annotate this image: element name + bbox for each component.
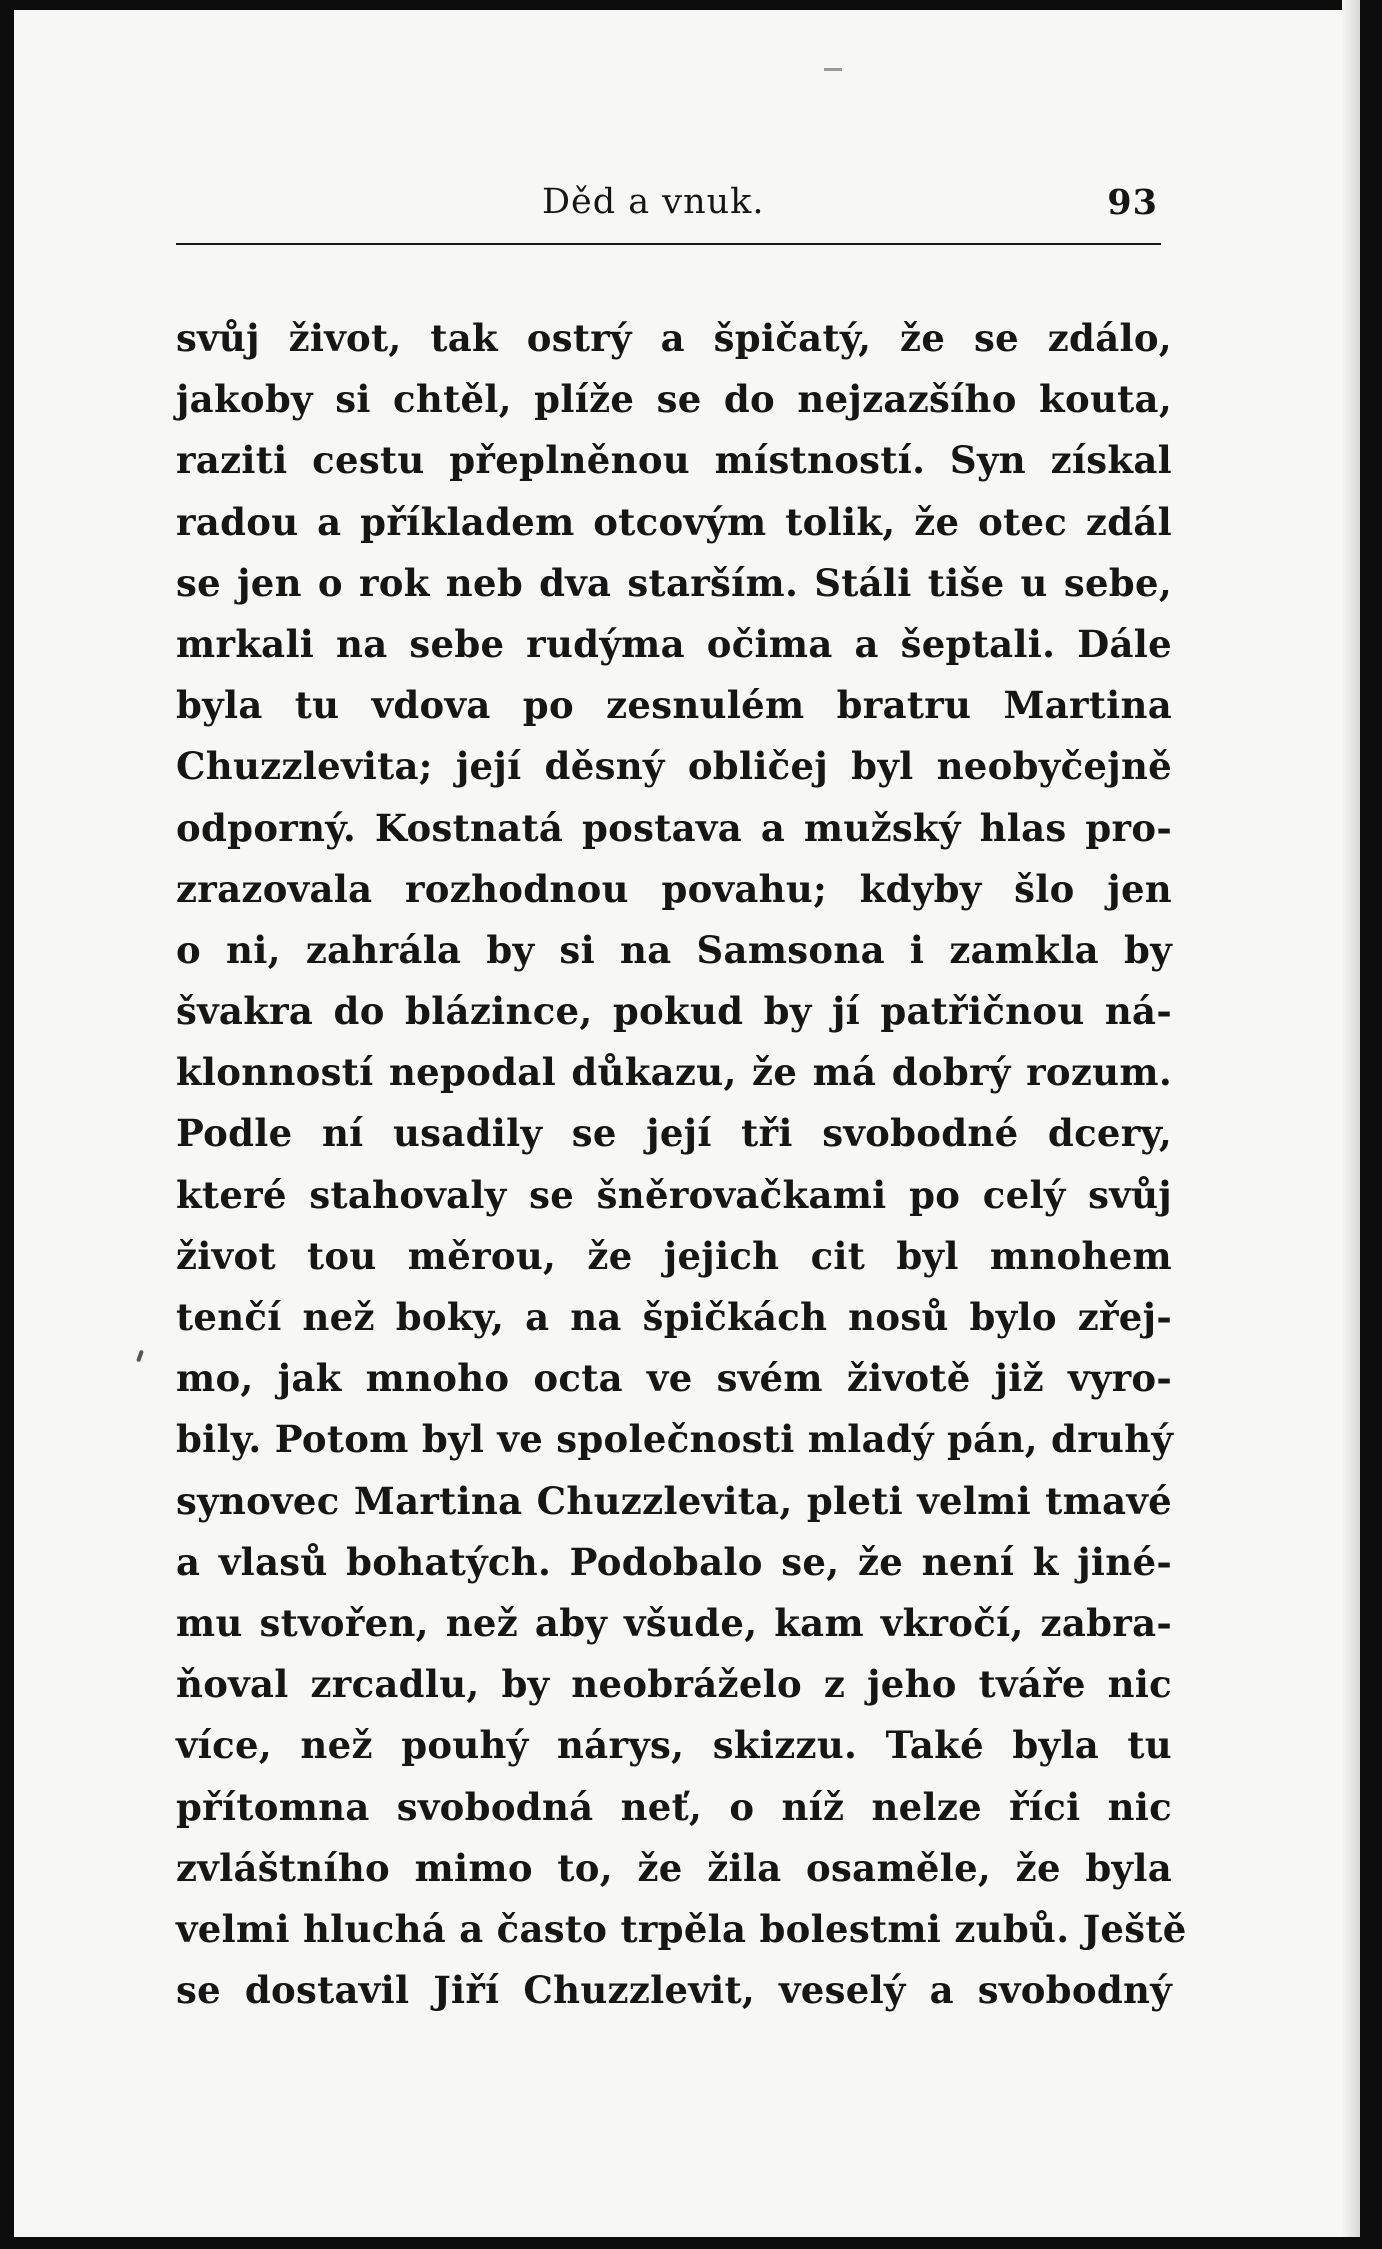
text-line: mrkali na sebe rudýma očima a šeptali. Dále: [176, 621, 1172, 666]
text-line: a vlasů bohatých. Podobalo se, že není k jiné-: [176, 1539, 1172, 1584]
margin-mark: [136, 1350, 144, 1363]
scan-border-bottom: [0, 2237, 1382, 2249]
text-line: mo, jak mnoho octa ve svém životě již vyro-: [176, 1356, 1172, 1401]
page-number: 93: [1107, 182, 1158, 223]
text-line: více, než pouhý nárys, skizzu. Také byla tu: [176, 1723, 1172, 1768]
text-line: radou a příkladem otcovým tolik, že otec zdál: [176, 499, 1172, 544]
text-line: zvláštního mimo to, že žila osaměle, že byla: [176, 1845, 1172, 1890]
scan-border-left: [0, 0, 14, 2249]
text-line: Chuzzlevita; její děsný obličej byl neobyčejně: [176, 744, 1172, 789]
text-line: které stahovaly se šněrovačkami po celý svůj: [176, 1172, 1172, 1217]
text-line: bily. Potom byl ve společnosti mladý pán, druhý: [176, 1417, 1174, 1462]
scan-border-top: [0, 0, 1382, 10]
text-line: zrazovala rozhodnou povahu; kdyby šlo jen: [176, 866, 1172, 911]
book-page: [176, 160, 1187, 2013]
text-line: život tou měrou, že jejich cit byl mnohem: [176, 1233, 1172, 1278]
running-title: Děd a vnuk.: [542, 182, 765, 222]
header-rule: [176, 243, 1161, 245]
text-line: klonností nepodal důkazu, že má dobrý rozum.: [176, 1050, 1172, 1095]
text-line: raziti cestu přeplněnou místností. Syn získal: [176, 438, 1172, 483]
text-line: ňoval zrcadlu, by neobráželo z jeho tváře nic: [176, 1662, 1172, 1707]
text-line: přítomna svobodná neť, o níž nelze říci nic: [176, 1784, 1172, 1829]
text-line: synovec Martina Chuzzlevita, pleti velmi tmavé: [176, 1478, 1172, 1523]
text-line: švakra do blázince, pokud by jí patřičnou ná-: [176, 989, 1172, 1034]
text-line: Podle ní usadily se její tři svobodné dcery,: [176, 1111, 1172, 1156]
text-line: byla tu vdova po zesnulém bratru Martina: [176, 683, 1172, 728]
text-line: se dostavil Jiří Chuzzlevit, veselý a svobodný: [176, 1968, 1172, 2013]
page-edge-shadow: [1342, 0, 1360, 2249]
text-line: mu stvořen, než aby všude, kam vkročí, zabra-: [176, 1600, 1172, 1645]
text-line: se jen o rok neb dva starším. Stáli tiše u sebe,: [176, 560, 1172, 605]
running-head: [176, 160, 1176, 223]
text-line: svůj život, tak ostrý a špičatý, že se zdálo,: [176, 316, 1172, 360]
text-line: jakoby si chtěl, plíže se do nejzazšího kouta,: [176, 377, 1172, 422]
text-line: o ni, zahrála by si na Samsona i zamkla by: [176, 927, 1172, 972]
text-line: tenčí než boky, a na špičkách nosů bylo zřej-: [176, 1295, 1172, 1339]
text-line: velmi hluchá a často trpěla bolestmi zubů. Ještě: [176, 1906, 1187, 1951]
print-speck: [824, 68, 842, 71]
body-text: [176, 308, 1187, 2021]
text-line: odporný. Kostnatá postava a mužský hlas pro-: [176, 805, 1172, 850]
scan-border-right: [1360, 0, 1382, 2249]
